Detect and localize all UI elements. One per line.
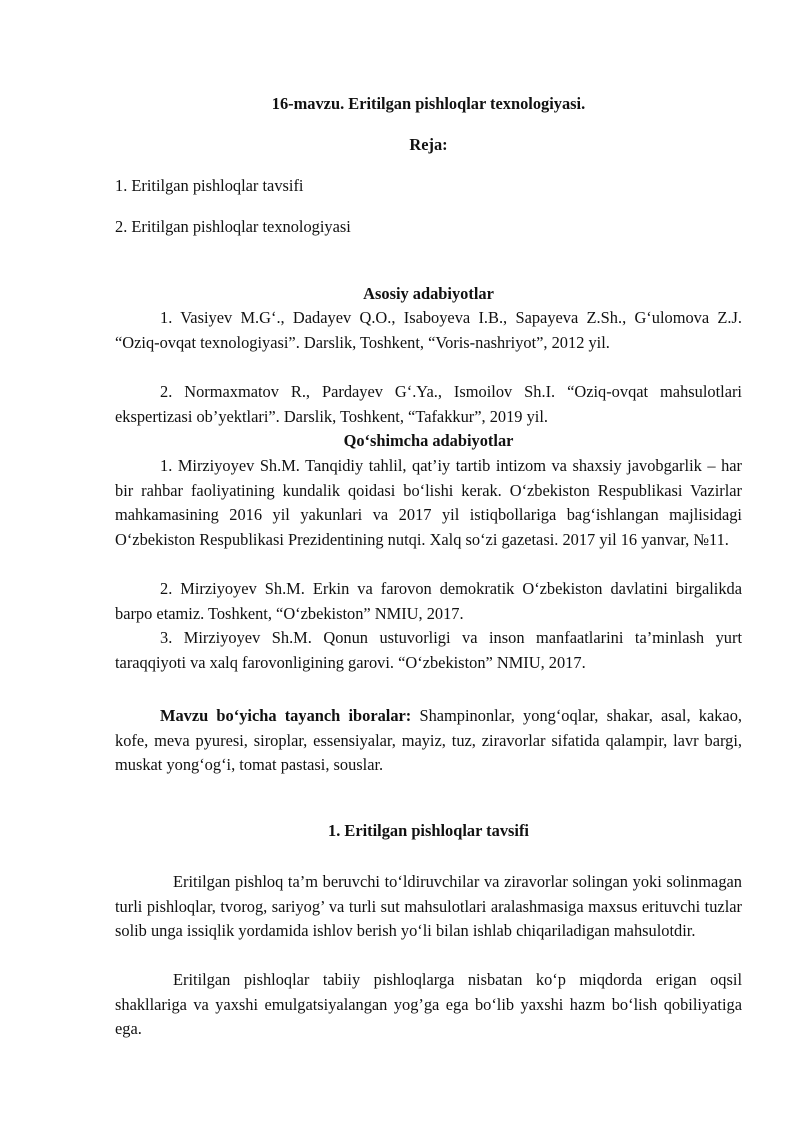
main-literature-heading: Asosiy adabiyotlar: [363, 284, 494, 303]
topic-title: 16-mavzu. Eritilgan pishloqlar texnologiyasi.: [271, 94, 586, 113]
section1-paragraph: Eritilgan pishloqlar tabiiy pishloqlarga nisbatan ko‘p miqdorda erigan oqsil shakllariga va yaxshi emulgatsiyalangan yog’ga ega bo‘lib yaxshi hazm bo‘lish qobiliyatiga ega.: [115, 970, 742, 1038]
keywords-label: Mavzu bo‘yicha tayanch iboralar:: [160, 706, 412, 725]
plan-item: 2. Eritilgan pishloqlar texnologiyasi: [115, 217, 351, 236]
extra-literature-heading: Qo‘shimcha adabiyotlar: [343, 431, 514, 450]
plan-heading: Reja:: [409, 135, 448, 154]
extra-literature-item: 1. Mirziyoyev Sh.M. Tanqidiy tahlil, qat’iy tartib intizom va shaxsiy javobgarlik – har bir rahbar faoliyatining kundalik qoidasi bo‘lishi kerak. O‘zbekiston Respublikasi Vazirlar mahkamasining 2016 yil yakunlari va 2017 yil istiqbollariga bag‘ishlangan majlisidagi O‘zbekiston Respublikasi Prezidentining nutqi. Xalq so‘zi gazetasi. 2017 yil 16 yanvar, №11.: [115, 456, 742, 549]
extra-literature-item: 3. Mirziyoyev Sh.M. Qonun ustuvorligi va inson manfaatlarini ta’minlash yurt taraqqiyoti va xalq farovonligining garovi. “O‘zbekiston” NMIU, 2017.: [115, 628, 742, 672]
keywords-paragraph: [115, 704, 742, 778]
extra-literature-item: 2. Mirziyoyev Sh.M. Erkin va farovon demokratik O‘zbekiston davlatini birgalikda barpo etamiz. Toshkent, “O‘zbekiston” NMIU, 2017.: [115, 579, 742, 623]
section1-heading: 1. Eritilgan pishloqlar tavsifi: [328, 821, 529, 840]
section1-paragraph: Eritilgan pishloq ta’m beruvchi to‘ldiruvchilar va ziravorlar solingan yoki solinmagan turli pishloqlar, tvorog, sariyog’ va turli sut mahsulotlari aralashmasiga maxsus erituvchi tuzlar solib unga issiqlik yordamida ishlov berish yo‘li bilan ishlab chiqariladigan mahsulotdir.: [115, 872, 742, 940]
main-literature-item: 1. Vasiyev M.G‘., Dadayev Q.O., Isaboyeva I.B., Sapayeva Z.Sh., G‘ulomova Z.J. “Oziq-ovqat texnologiyasi”. Darslik, Toshkent, “Voris-nashriyot”, 2012 yil.: [115, 308, 742, 352]
main-literature-item: 2. Normaxmatov R., Pardayev G‘.Ya., Ismoilov Sh.I. “Oziq-ovqat mahsulotlari ekspertizasi ob’yektlari”. Darslik, Toshkent, “Tafakkur”, 2019 yil.: [115, 382, 742, 426]
keywords-text: Shampinonlar, yong‘oqlar, shakar, asal, kakao, kofe, meva pyuresi, siroplar, essensiyalar, mayiz, tuz, ziravorlar sifatida qalampir, lavr bargi, muskat yong‘og‘i, tomat pastasi, souslar.: [115, 706, 742, 774]
plan-item: 1. Eritilgan pishloqlar tavsifi: [115, 176, 304, 195]
